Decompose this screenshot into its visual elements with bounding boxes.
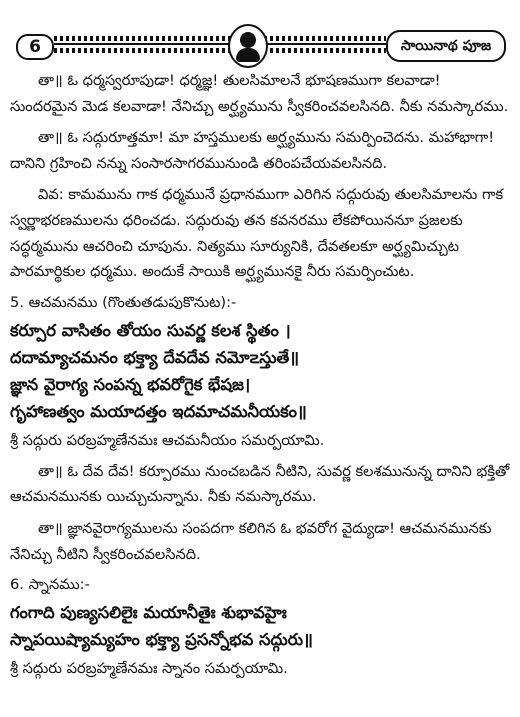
verse-line: గృహాణత్వం మయాదత్తం ఇదమాచమనీయకం॥ [10,401,307,421]
section-heading-achamanam: 5. ఆచమనము (గొంతుతడుపుకొనుట):- [10,293,237,311]
header-rule [54,36,386,41]
verse-block-snanam [10,599,510,653]
verse-line: గంగాది పుణ్యసలిలైః మయానీతైః శుభావహైః [10,603,287,623]
paragraph-commentary: వివ: కామమును గాక ధర్మమునే ప్రధానముగా ఎరిగిన సద్గురువు తులసిమాలను గాక స్వర్ణాభరణములను ధరించడు. సద్గురువు తన కవనరము లేకపోయిననూ ప్రజలకు సద్ధర్మమును ఆచరించి చూపును. నిత్యము సూర్యునికి, దేవతలకూ అర్ఘ్యమిచ్చుట పారమార్థికుల ధర్మము. అందుకే సాయికి అర్ఘ్యమునకై నీరు సమర్పించుట. [10,186,504,281]
invocation-line: శ్రీ సద్గురు పరబ్రహ్మణేనమః ఆచమనీయం సమర్పయామి. [10,431,325,449]
verse-line: స్నాపయిష్యామ్యహం భక్త్యా ప్రసన్నోభవ సద్గురు॥ [10,630,313,650]
verse-line: కర్పూర వాసితం తోయం సువర్ణ కలశ స్థితం । [10,320,291,340]
paragraph-translation-2: తా॥ ఓ సద్గురూత్తమా! మా హస్తములకు అర్ఘ్యమును సమర్పించెదను. మహాభాగా! దానిని గ్రహించి నన్ను సంసారసాగరమునుండి తరింపచేయవలసినది. [10,129,495,172]
paragraph-translation-4: తా॥ జ్ఞానవైరాగ్యములను సంపదగా కలిగిన ఓ భవరోగ వైద్యుడా! ఆచమనమునకు నేనిచ్చు నీటిని స్వీకరించవలసినది. [10,519,492,563]
paragraph-translation-3: తా॥ ఓ దేవ దేవ! కర్పూరము నుంచబడిన నీటిని, సువర్ణ కలశమునున్న దానిని భక్తితో ఆచమనమునకు యిచ్చుచున్నాను. నీకు నమస్కారము. [10,462,510,506]
sai-portrait-icon [228,24,268,68]
page-number: 6 [16,34,54,60]
verse-block-achamanam [10,317,510,425]
section-heading-snanam: 6. స్నానము:- [10,576,90,594]
paragraph-translation-1: తా॥ ఓ ధర్మస్వరూపుడా! ధర్మజ్ఞ! తులసిమాలనే భూషణముగా కలవాడా! సుందరమైన మెడ కలవాడా! నేనిచ్చు అర్ఘ్యమును స్వీకరించవలసినది. నీకు నమస్కారము. [10,72,509,115]
running-title: సాయినాథ పూజ [386,30,506,62]
page-header [6,24,514,66]
verse-line: జ్ఞాన వైరాగ్య సంపన్న భవరోగైక భేషజ। [10,374,251,394]
page-body [10,68,510,687]
header-rule [54,48,386,53]
header-rule [54,43,386,45]
invocation-line: శ్రీ సద్గురు పరబ్రహ్మణేనమః స్నానం సమర్పయామి. [10,660,288,678]
verse-line: దదామ్యాచమనం భక్త్యా దేవదేవ నమో౽స్తుతే॥ [10,347,300,367]
